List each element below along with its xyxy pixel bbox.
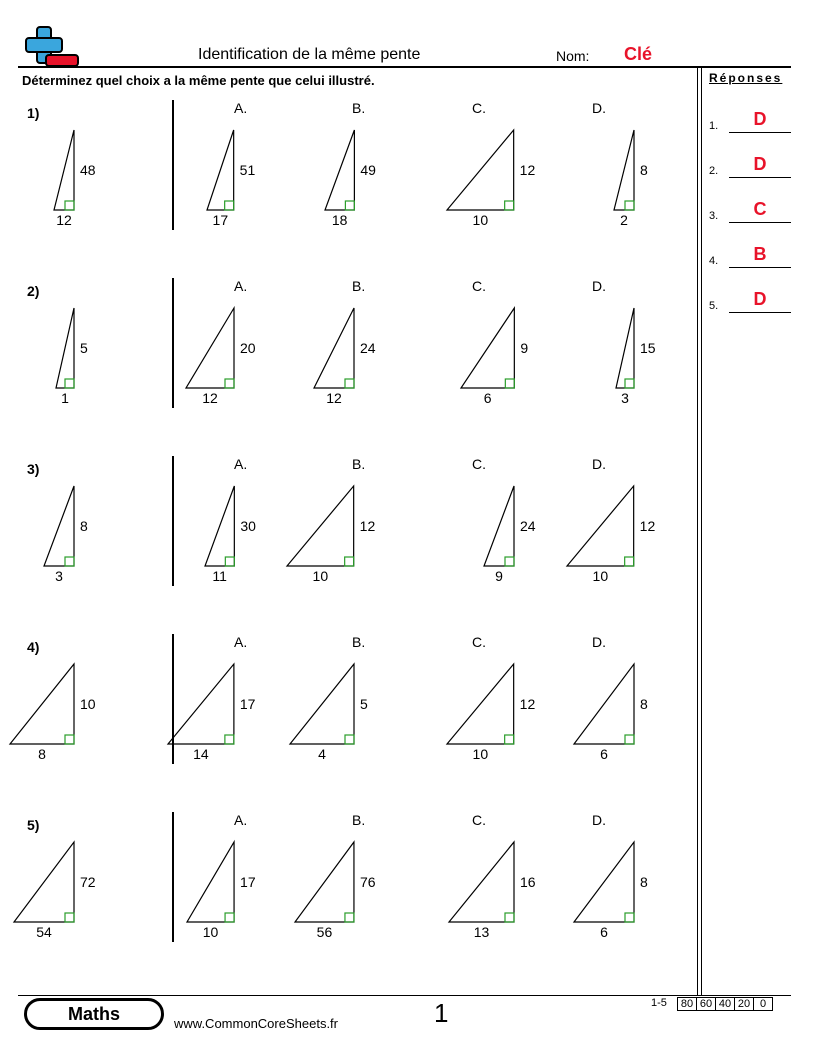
right-triangle	[568, 660, 672, 762]
answer-number: 5.	[709, 300, 719, 312]
right-triangle	[4, 660, 112, 762]
right-angle-mark	[505, 557, 514, 566]
triangle-shape	[187, 842, 234, 922]
right-angle-mark	[625, 735, 634, 744]
triangle-shape	[186, 308, 234, 388]
option-letter: A.	[234, 634, 248, 650]
right-angle-mark	[625, 201, 634, 210]
rise-label: 17	[239, 874, 256, 890]
triangle-shape	[574, 664, 634, 744]
option-letter: B.	[352, 100, 366, 116]
problem-number: 4)	[27, 639, 40, 655]
right-triangle	[455, 304, 552, 406]
rise-label: 76	[359, 874, 376, 890]
run-label: 56	[316, 924, 333, 940]
triangle-shape	[56, 308, 74, 388]
triangle-shape	[314, 308, 354, 388]
run-label: 14	[193, 746, 209, 762]
option-letter: C.	[472, 456, 486, 472]
option-letter: C.	[472, 100, 486, 116]
problem-divider	[172, 100, 174, 230]
rise-label: 5	[360, 696, 368, 712]
right-angle-mark	[65, 913, 74, 922]
instructions: Déterminez quel choix a la même pente que celui illustré.	[22, 73, 375, 88]
rise-label: 12	[519, 162, 536, 178]
answer-line	[729, 311, 791, 313]
answers-title: Réponses	[709, 71, 783, 85]
problem-number: 3)	[27, 461, 40, 477]
right-angle-mark	[345, 201, 354, 210]
rise-label: 8	[640, 696, 648, 712]
rise-label: 15	[640, 340, 656, 356]
column-divider	[697, 66, 702, 995]
run-label: 9	[495, 568, 503, 584]
rise-label: 5	[80, 340, 88, 356]
run-label: 8	[38, 746, 46, 762]
right-angle-mark	[345, 913, 354, 922]
option-letter: D.	[592, 634, 606, 650]
triangle-shape	[44, 486, 74, 566]
run-label: 10	[592, 568, 609, 584]
run-label: 1	[61, 390, 69, 406]
answer-line	[729, 221, 791, 223]
right-angle-mark	[505, 913, 514, 922]
right-angle-mark	[225, 557, 234, 566]
right-triangle	[289, 838, 392, 940]
run-label: 12	[56, 212, 72, 228]
right-triangle	[284, 660, 392, 762]
right-angle-mark	[505, 735, 514, 744]
site-url: www.CommonCoreSheets.fr	[174, 1016, 338, 1031]
option-letter: B.	[352, 456, 366, 472]
answer-value: C	[753, 199, 767, 219]
header-rule	[18, 66, 791, 68]
rise-label: 24	[360, 340, 376, 356]
logo-icon	[22, 24, 80, 68]
right-triangle	[478, 482, 552, 584]
score-cell: 0	[753, 997, 773, 1011]
option-letter: B.	[352, 278, 366, 294]
page-number: 1	[434, 998, 449, 1028]
run-label: 6	[483, 390, 492, 406]
right-triangle	[48, 126, 112, 228]
triangle-shape	[447, 664, 514, 744]
triangle-shape	[447, 130, 514, 210]
right-angle-mark	[625, 913, 634, 922]
right-angle-mark	[65, 557, 74, 566]
right-triangle	[441, 126, 552, 228]
option-letter: D.	[592, 278, 606, 294]
problem-number: 1)	[27, 105, 40, 121]
option-letter: A.	[234, 456, 248, 472]
rise-label: 48	[80, 162, 96, 178]
score-cell: 20	[734, 997, 754, 1011]
right-angle-mark	[65, 735, 74, 744]
right-triangle	[201, 126, 272, 228]
page-title: Identification de la même pente	[198, 46, 421, 63]
rise-label: 16	[520, 874, 536, 890]
answer-line	[729, 176, 791, 178]
triangle-shape	[168, 664, 234, 744]
rise-label: 12	[359, 518, 376, 534]
right-triangle	[181, 838, 272, 940]
triangle-shape	[207, 130, 234, 210]
rise-label: 9	[519, 340, 528, 356]
subject-badge: Maths	[24, 998, 164, 1030]
score-cell: 40	[715, 997, 735, 1011]
right-angle-mark	[625, 379, 634, 388]
rise-label: 17	[239, 696, 256, 712]
right-triangle	[441, 660, 552, 762]
name-value: Clé	[624, 44, 653, 64]
triangle-shape	[567, 486, 634, 566]
right-triangle	[8, 838, 112, 940]
run-label: 12	[326, 390, 342, 406]
rise-label: 49	[359, 162, 376, 178]
right-triangle	[281, 482, 392, 584]
rise-label: 30	[239, 518, 256, 534]
run-label: 11	[212, 568, 227, 584]
option-letter: C.	[472, 812, 486, 828]
rise-label: 10	[80, 696, 96, 712]
answer-value: D	[753, 154, 767, 174]
triangle-shape	[10, 664, 74, 744]
option-letter: D.	[592, 100, 606, 116]
right-angle-mark	[345, 379, 354, 388]
triangle-shape	[449, 842, 514, 922]
run-label: 6	[600, 924, 608, 940]
right-triangle	[50, 304, 112, 406]
score-cell: 80	[677, 997, 697, 1011]
score-cell: 60	[696, 997, 716, 1011]
option-letter: A.	[234, 100, 248, 116]
triangle-shape	[290, 664, 354, 744]
right-triangle	[608, 126, 672, 228]
run-label: 18	[331, 212, 348, 228]
answer-value: D	[753, 109, 767, 129]
right-triangle	[199, 482, 272, 584]
run-label: 3	[621, 390, 629, 406]
triangle-shape	[616, 308, 634, 388]
problem-divider	[172, 278, 174, 408]
run-label: 10	[202, 924, 219, 940]
answer-value: D	[753, 289, 767, 309]
answer-number: 3.	[709, 210, 719, 222]
rise-label: 8	[80, 518, 88, 534]
triangle-shape	[614, 130, 634, 210]
footer-rule	[18, 995, 791, 996]
right-angle-mark	[345, 557, 354, 566]
run-label: 2	[620, 212, 628, 228]
right-angle-mark	[65, 379, 74, 388]
right-triangle	[319, 126, 392, 228]
problem-number: 5)	[27, 817, 40, 833]
answer-value: B	[753, 244, 767, 264]
run-label: 54	[36, 924, 52, 940]
right-triangle	[561, 482, 672, 584]
run-label: 17	[212, 212, 229, 228]
rise-label: 72	[80, 874, 96, 890]
rise-label: 8	[640, 162, 648, 178]
option-letter: A.	[234, 812, 248, 828]
right-triangle	[38, 482, 112, 584]
right-angle-mark	[625, 557, 634, 566]
option-letter: B.	[352, 634, 366, 650]
run-label: 13	[473, 924, 490, 940]
run-label: 4	[318, 746, 326, 762]
right-angle-mark	[225, 735, 234, 744]
run-label: 3	[55, 568, 63, 584]
right-triangle	[180, 304, 272, 406]
problem-divider	[172, 812, 174, 942]
rise-label: 20	[240, 340, 256, 356]
run-label: 10	[312, 568, 329, 584]
triangle-shape	[14, 842, 74, 922]
triangle-shape	[574, 842, 634, 922]
right-triangle	[443, 838, 552, 940]
run-label: 12	[202, 390, 218, 406]
rise-label: 24	[520, 518, 536, 534]
triangle-shape	[205, 486, 234, 566]
answer-line	[729, 266, 791, 268]
rise-label: 12	[519, 696, 536, 712]
option-letter: C.	[472, 634, 486, 650]
answer-number: 1.	[709, 120, 719, 132]
triangle-shape	[54, 130, 74, 210]
right-angle-mark	[65, 201, 74, 210]
problem-divider	[172, 456, 174, 586]
triangle-shape	[295, 842, 354, 922]
right-triangle	[162, 660, 272, 762]
problem-number: 2)	[27, 283, 40, 299]
option-letter: D.	[592, 456, 606, 472]
rise-label: 51	[239, 162, 256, 178]
right-angle-mark	[225, 379, 234, 388]
run-label: 6	[600, 746, 608, 762]
triangle-shape	[461, 308, 514, 388]
score-range: 1-5	[651, 997, 667, 1009]
right-angle-mark	[505, 201, 514, 210]
option-letter: D.	[592, 812, 606, 828]
right-angle-mark	[225, 913, 234, 922]
option-letter: C.	[472, 278, 486, 294]
name-label: Nom:	[556, 48, 590, 64]
run-label: 10	[472, 746, 489, 762]
right-triangle	[308, 304, 392, 406]
answer-number: 4.	[709, 255, 719, 267]
answer-line	[729, 131, 791, 133]
triangle-shape	[325, 130, 354, 210]
option-letter: B.	[352, 812, 366, 828]
right-triangle	[568, 838, 672, 940]
run-label: 10	[472, 212, 489, 228]
answer-number: 2.	[709, 165, 719, 177]
triangle-shape	[484, 486, 514, 566]
rise-label: 12	[639, 518, 656, 534]
triangle-shape	[287, 486, 354, 566]
right-angle-mark	[225, 201, 234, 210]
right-angle-mark	[505, 379, 514, 388]
rise-label: 8	[640, 874, 648, 890]
right-angle-mark	[345, 735, 354, 744]
right-triangle	[610, 304, 672, 406]
option-letter: A.	[234, 278, 248, 294]
